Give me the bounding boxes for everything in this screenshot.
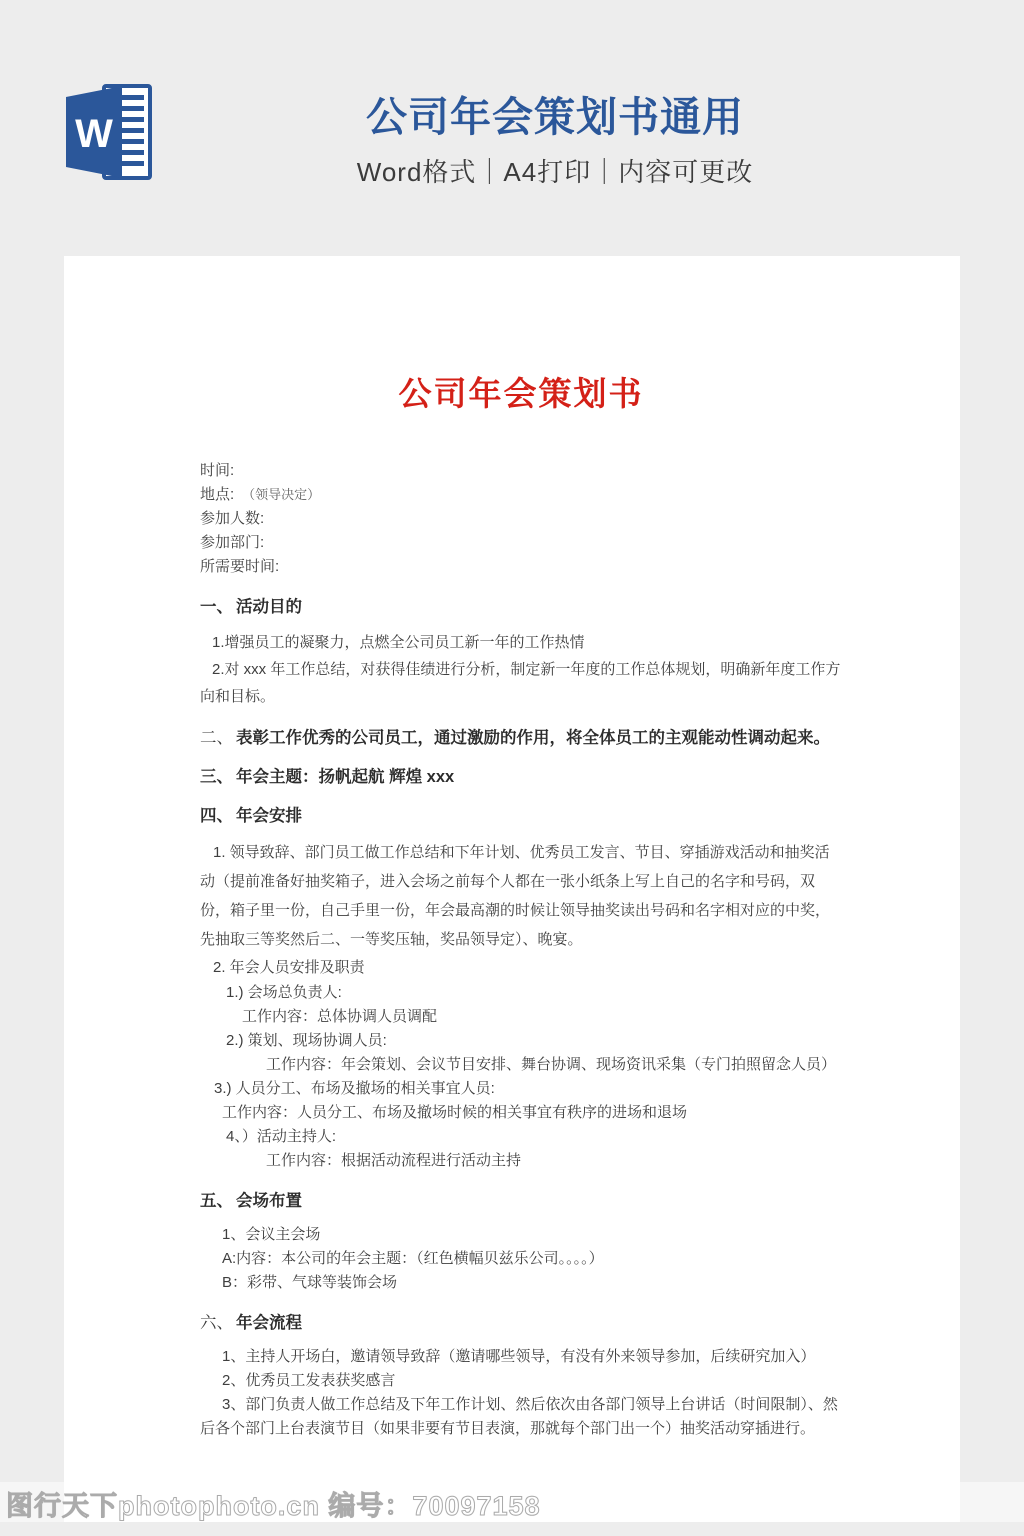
section-number: 一、 <box>200 598 233 616</box>
document-title: 公司年会策划书 <box>398 375 644 412</box>
doc-paragraph: B：彩带、气球等装饰会场 <box>222 1274 398 1291</box>
section-number: 六、 <box>200 1314 233 1332</box>
doc-paragraph: 2. 年会人员安排及职责 <box>213 959 365 976</box>
doc-paragraph: 1.增强员工的凝聚力，点燃全公司员工新一年的工作热情 <box>212 634 585 651</box>
header <box>170 94 940 189</box>
section-title: 年会流程 <box>236 1314 302 1332</box>
info-row-people <box>200 507 842 531</box>
info-label: 参加部门: <box>200 534 265 551</box>
word-icon-graphic <box>62 82 154 182</box>
doc-paragraph: A:内容：本公司的年会主题：（红色横幅贝兹乐公司。。。。） <box>222 1250 604 1267</box>
section-heading-6 <box>200 1312 842 1334</box>
section-title: 表彰工作优秀的公司员工，通过激励的作用，将全体员工的主观能动性调动起来。 <box>236 729 830 747</box>
section-number: 三、 <box>200 768 233 786</box>
word-icon-letter: W <box>75 112 113 156</box>
info-label: 时间: <box>200 462 235 479</box>
doc-paragraph: 工作内容：年会策划、会议节目安排、舞台协调、现场资讯采集（专门拍照留念人员） <box>266 1056 837 1073</box>
page-subtitle: Word格式｜A4打印｜内容可更改 <box>356 157 754 187</box>
doc-paragraph: 1. 领导致辞、部门员工做工作总结和下年计划、优秀员工发言、节目、穿插游戏活动和抽奖活动（提前准备好抽奖箱子，进入会场之前每个人都在一张小纸条上写上自己的名字和号码，双份，箱子里一份，自己手里一份，年会最高潮的时候让领导抽奖读出号码和名字相对应的中奖，先抽取三等奖然后二、一等奖压轴，奖品领导定）、晚宴。 <box>200 844 831 948</box>
section-number: 四、 <box>200 807 233 825</box>
info-label: 地点: <box>200 486 235 503</box>
info-label: 所需要时间: <box>200 558 280 575</box>
section-heading-2 <box>200 727 842 749</box>
section-heading-3 <box>200 766 842 788</box>
section-heading-4 <box>200 805 842 827</box>
section-title: 年会安排 <box>236 807 302 825</box>
section-title: 活动目的 <box>236 598 302 616</box>
info-label: 参加人数: <box>200 510 265 527</box>
doc-paragraph: 2.) 策划、现场协调人员: <box>226 1032 387 1049</box>
watermark-text: 图行天下photophoto.cn 编号：70097158 <box>6 1491 541 1521</box>
document-page <box>64 256 960 1522</box>
doc-paragraph: 工作内容：总体协调人员调配 <box>242 1008 438 1025</box>
doc-paragraph: 2、优秀员工发表获奖感言 <box>222 1372 396 1389</box>
section-title: 会场布置 <box>236 1192 302 1210</box>
section-heading-1 <box>200 596 842 618</box>
doc-paragraph: 3、部门负责人做工作总结及下年工作计划、然后依次由各部门领导上台讲话（时间限制）、然后各个部门上台表演节目（如果非要有节目表演，那就每个部门出一个）抽奖活动穿插进行。 <box>200 1396 838 1437</box>
doc-paragraph: 工作内容：根据活动流程进行活动主持 <box>266 1152 522 1169</box>
info-row-time <box>200 459 842 483</box>
doc-paragraph: 1、主持人开场白，邀请领导致辞（邀请哪些领导，有没有外来领导参加，后续研究加入） <box>222 1348 816 1365</box>
doc-paragraph: 1、会议主会场 <box>222 1226 321 1243</box>
doc-paragraph: 2.对 xxx 年工作总结，对获得佳绩进行分析，制定新一年度的工作总体规划，明确新年度工作方向和目标。 <box>200 661 841 705</box>
doc-paragraph: 工作内容：人员分工、布场及撤场时候的相关事宜有秩序的进场和退场 <box>222 1104 688 1121</box>
section-title: 年会主题：扬帆起航 辉煌 xxx <box>236 768 455 786</box>
info-row-duration <box>200 555 842 579</box>
document-info-block <box>200 459 842 579</box>
word-icon <box>62 82 154 182</box>
page-title: 公司年会策划书通用 <box>366 94 744 140</box>
info-row-departments <box>200 531 842 555</box>
doc-paragraph: 4、）活动主持人: <box>226 1128 337 1145</box>
section-heading-5 <box>200 1190 842 1212</box>
info-row-place <box>200 483 842 507</box>
doc-paragraph: 1.) 会场总负责人: <box>226 984 342 1001</box>
section-number: 五、 <box>200 1192 233 1210</box>
doc-paragraph: 3.) 人员分工、布场及撤场的相关事宜人员: <box>214 1080 495 1097</box>
info-note: （领导决定） <box>242 487 321 502</box>
section-number: 二、 <box>200 729 233 747</box>
